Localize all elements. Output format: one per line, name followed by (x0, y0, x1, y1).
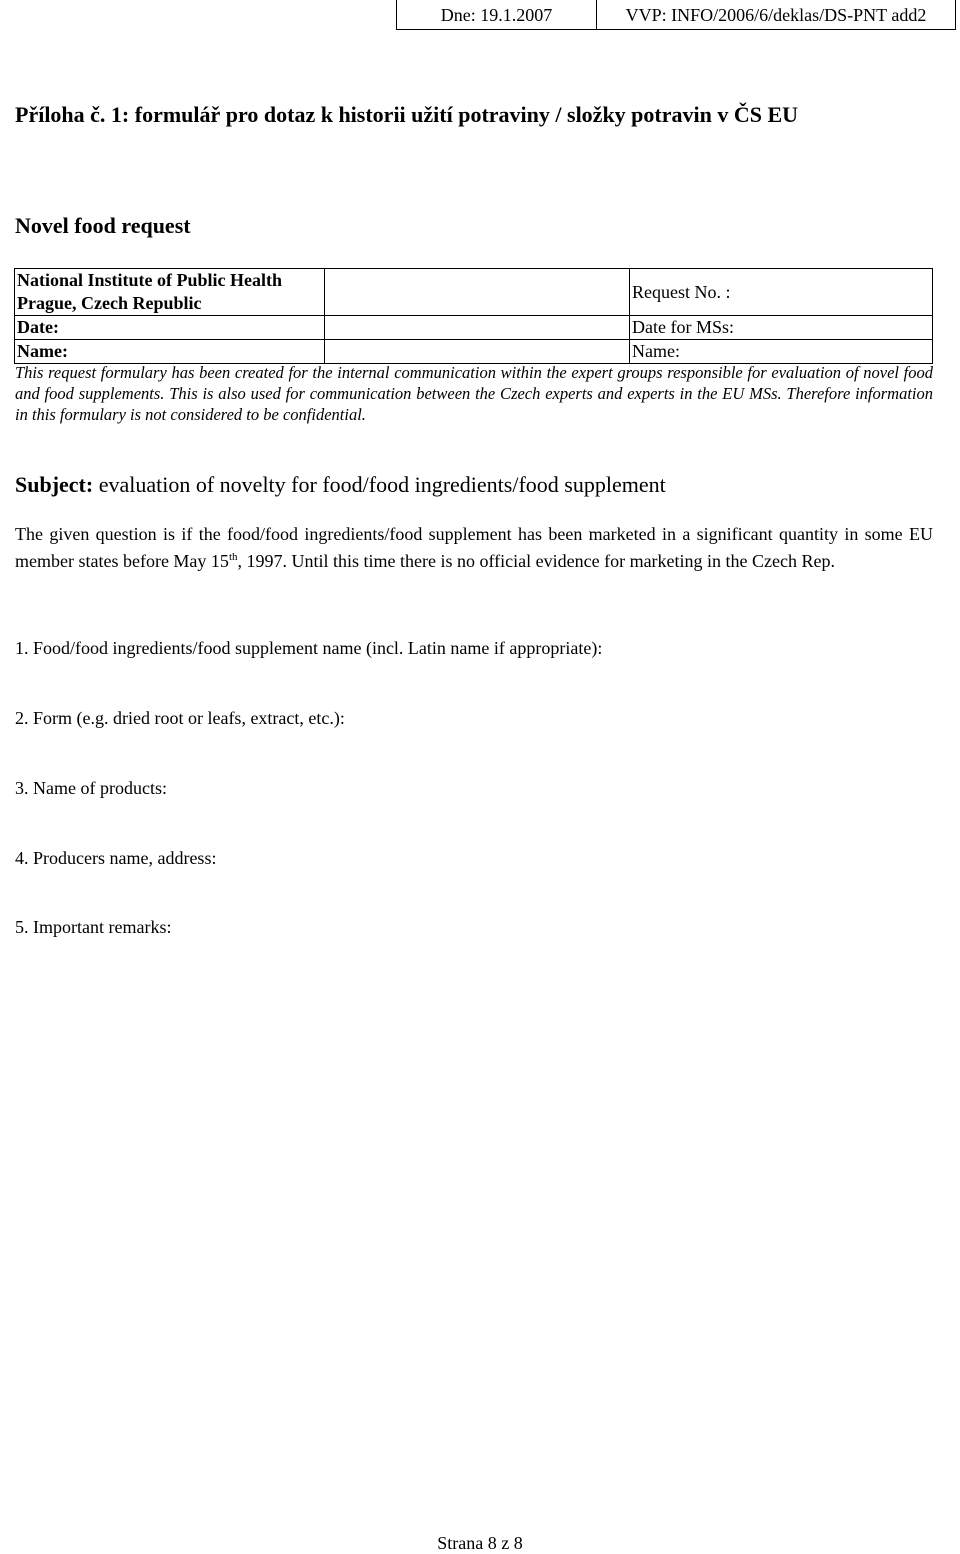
question-text-part2: , 1997. Until this time there is no official evidence for marketing in the Czech Rep. (237, 551, 836, 571)
question-text-part1: The given question is if the food/food ingredients/food supplement has been marketed in a significant quantity in some EU member states before May 15 (15, 524, 933, 571)
question-item-name: 1. Food/food ingredients/food supplement name (incl. Latin name if appropriate): (15, 638, 603, 658)
question-item-form: 2. Form (e.g. dried root or leafs, extract, etc.): (15, 708, 345, 728)
institute-label: National Institute of Public Health Prague, Czech Republic (15, 269, 325, 316)
request-no-label[interactable]: Request No. : (630, 269, 933, 316)
subject-text: evaluation of novelty for food/food ingredients/food supplement (93, 472, 666, 497)
table-row (15, 316, 933, 340)
question-item-products: 3. Name of products: (15, 778, 167, 798)
name-label: Name: (15, 340, 325, 364)
date-label: Date: (15, 316, 325, 340)
date-value-field[interactable] (325, 316, 630, 340)
question-item-remarks: 5. Important remarks: (15, 917, 172, 937)
request-info-table (14, 268, 933, 364)
mss-name-label[interactable]: Name: (630, 340, 933, 364)
ordinal-suffix: th (228, 551, 238, 563)
question-paragraph (15, 523, 933, 573)
question-item-producers: 4. Producers name, address: (15, 848, 217, 868)
header-reference: VVP: INFO/2006/6/deklas/DS-PNT add2 (596, 0, 956, 30)
date-for-mss-label[interactable]: Date for MSs: (630, 316, 933, 340)
table-row (15, 269, 933, 316)
intro-paragraph: This request formulary has been created for the internal communication within the expert groups responsible for evaluation of novel food and food supplements. This is also used for communication between the Czech experts and experts in the EU MSs. Therefore information in this formulary is not considered to be confidential. (15, 363, 933, 424)
annex-title: Příloha č. 1: formulář pro dotaz k historii užití potraviny / složky potravin v ČS EU (15, 102, 799, 127)
subject-label: Subject: (15, 472, 94, 497)
table-row (15, 340, 933, 364)
header-date: Dne: 19.1.2007 (396, 0, 597, 30)
subject-line (15, 472, 945, 498)
page-number: Strana 8 z 8 (437, 1533, 523, 1553)
institute-value-field[interactable] (325, 269, 630, 316)
name-value-field[interactable] (325, 340, 630, 364)
form-title: Novel food request (15, 213, 191, 238)
